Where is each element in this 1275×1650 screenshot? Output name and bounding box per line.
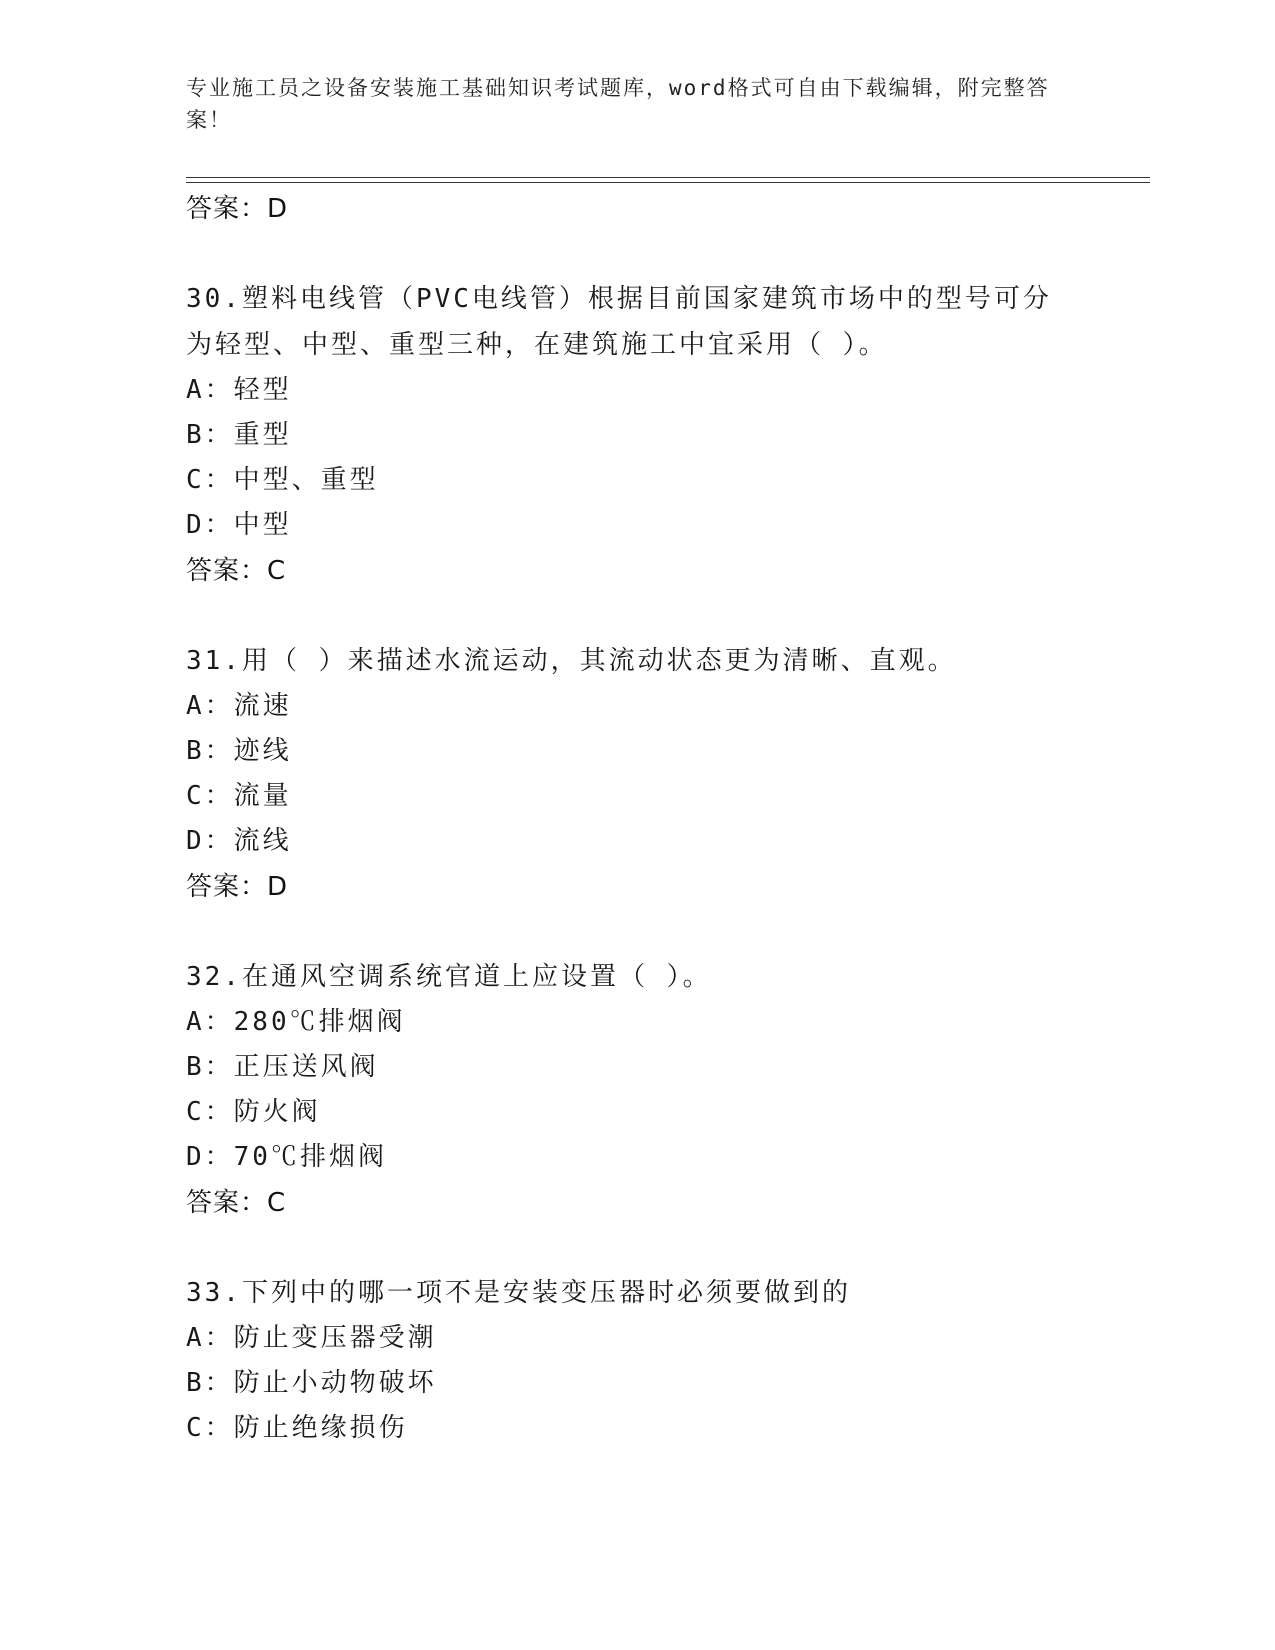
option-d: D：流线 xyxy=(186,826,292,856)
option-c: C：防止绝缘损伤 xyxy=(186,1413,408,1443)
question-stem: 30.塑料电线管（PVC电线管）根据目前国家建筑市场中的型号可分为轻型、中型、重型三种，在建筑施工中宜采用（ ）。 xyxy=(186,284,1052,360)
option-b: B：迹线 xyxy=(186,736,292,766)
spacer xyxy=(186,594,1146,638)
question-answer: 答案：C xyxy=(186,1188,287,1218)
option-b: B：防止小动物破坏 xyxy=(186,1368,437,1398)
question-block xyxy=(186,276,1146,594)
option-a: A：流速 xyxy=(186,691,292,721)
question-block xyxy=(186,638,1146,910)
question-list xyxy=(186,186,1146,1451)
question-stem: 32.在通风空调系统官道上应设置（ ）。 xyxy=(186,962,712,992)
question-stem: 33.下列中的哪一项不是安装变压器时必须要做到的 xyxy=(186,1278,851,1308)
option-a: A：280℃排烟阀 xyxy=(186,1007,406,1037)
question-stem: 31.用（ ）来描述水流运动，其流动状态更为清晰、直观。 xyxy=(186,646,957,676)
spacer xyxy=(186,1226,1146,1270)
header-rule-bottom xyxy=(186,182,1150,183)
option-c: C：中型、重型 xyxy=(186,465,379,495)
option-a: A：防止变压器受潮 xyxy=(186,1323,437,1353)
header-rule-top xyxy=(186,177,1150,178)
question-answer: 答案：C xyxy=(186,556,287,586)
spacer xyxy=(186,910,1146,954)
previous-answer: 答案：D xyxy=(186,194,289,224)
option-d: D：70℃排烟阀 xyxy=(186,1142,387,1172)
page-header: 专业施工员之设备安装施工基础知识考试题库，word格式可自由下载编辑，附完整答案！ xyxy=(186,76,1050,132)
question-answer: 答案：D xyxy=(186,872,289,902)
option-b: B：重型 xyxy=(186,420,292,450)
question-block xyxy=(186,1270,1146,1451)
question-block xyxy=(186,954,1146,1226)
option-b: B：正压送风阀 xyxy=(186,1052,379,1082)
option-a: A：轻型 xyxy=(186,375,292,405)
option-d: D：中型 xyxy=(186,510,292,540)
option-c: C：防火阀 xyxy=(186,1097,321,1127)
spacer xyxy=(186,232,1146,276)
option-c: C：流量 xyxy=(186,781,292,811)
